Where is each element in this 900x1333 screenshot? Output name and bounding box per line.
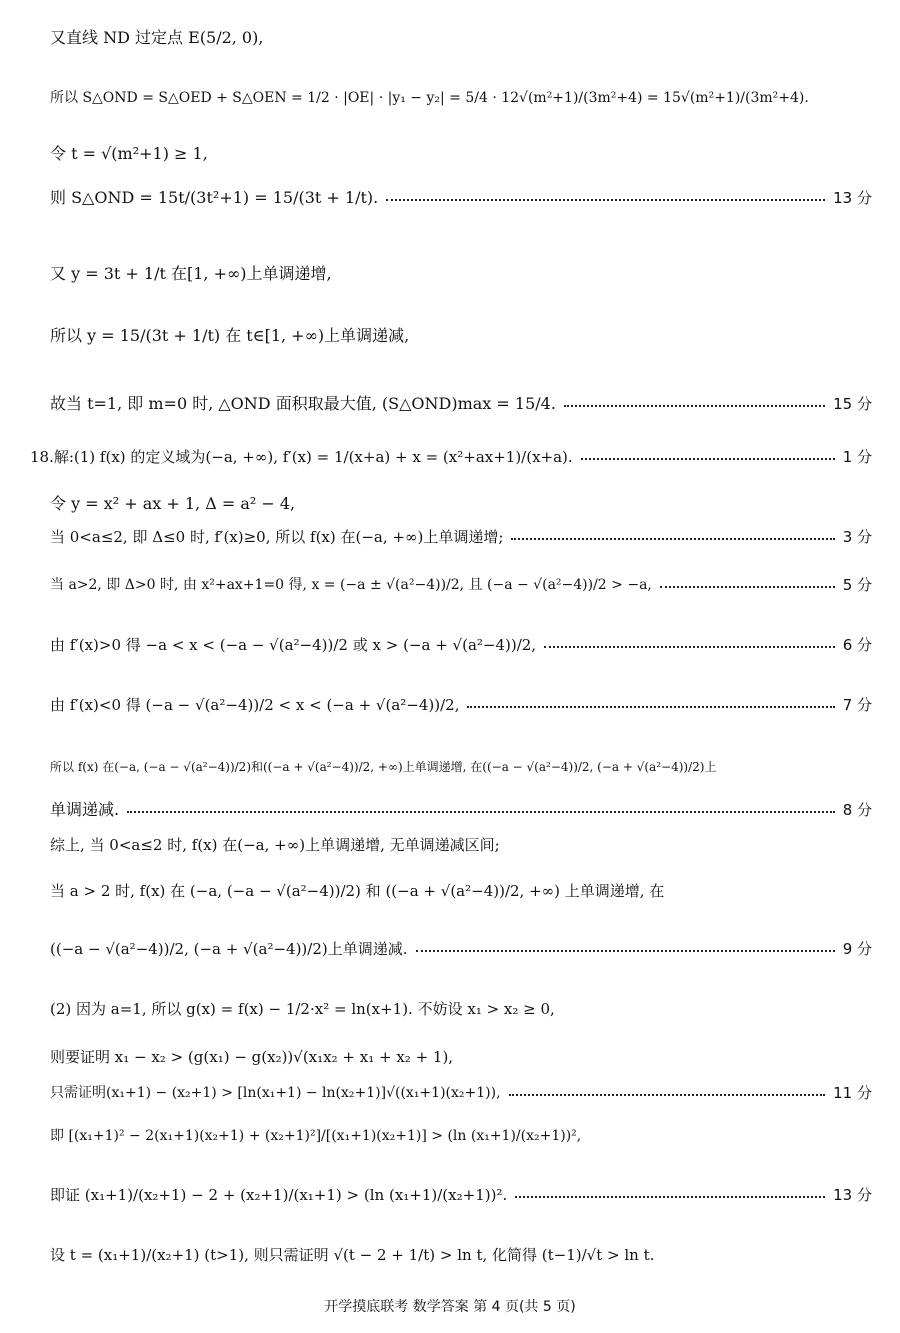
score-mark: 8 分 xyxy=(842,800,872,819)
solution-line xyxy=(50,394,872,413)
line-text: 即证 (x₁+1)/(x₂+1) − 2 + (x₂+1)/(x₁+1) > (ln (x₁+1)/(x₂+1))². xyxy=(50,1186,508,1204)
score-mark: 13 分 xyxy=(833,188,872,207)
dot-leader xyxy=(564,405,825,407)
dot-leader xyxy=(581,458,835,460)
line-text: 则 S△OND = 15t/(3t²+1) = 15/(3t + 1/t). xyxy=(50,188,379,207)
line-text: ((−a − √(a²−4))/2, (−a + √(a²−4))/2)上单调递减. xyxy=(50,940,408,958)
line-text: 故当 t=1, 即 m=0 时, △OND 面积取最大值, (S△OND)max = 15/4. xyxy=(50,394,556,413)
dot-leader xyxy=(515,1196,825,1198)
page-footer: 开学摸底联考 数学答案 第 4 页(共 5 页) xyxy=(324,1299,576,1315)
line-text: 所以 S△OND = S△OED + S△OEN = 1/2 · |OE| · |y₁ − y₂| = 5/4 · 12√(m²+1)/(3m²+4) = 15√(m²+1)/(3m²+4). xyxy=(50,90,809,106)
line-text: 由 f′(x)<0 得 (−a − √(a²−4))/2 < x < (−a + √(a²−4))/2, xyxy=(50,696,460,714)
solution-line xyxy=(50,90,872,107)
dot-leader xyxy=(660,586,835,588)
line-text: 即 [(x₁+1)² − 2(x₁+1)(x₂+1) + (x₂+1)²]/[(x₁+1)(x₂+1)] > (ln (x₁+1)/(x₂+1))², xyxy=(50,1128,582,1144)
dot-leader xyxy=(386,199,825,201)
solution-line xyxy=(50,1048,872,1066)
solution-line xyxy=(50,576,872,594)
solution-line xyxy=(50,144,872,163)
dot-leader xyxy=(467,706,834,708)
solution-line xyxy=(50,528,872,546)
line-text: 又直线 ND 过定点 E(5/2, 0), xyxy=(50,28,264,47)
line-text: 所以 y = 15/(3t + 1/t) 在 t∈[1, +∞)上单调递减, xyxy=(50,326,410,345)
line-text: 令 t = √(m²+1) ≥ 1, xyxy=(50,144,208,163)
solution-line xyxy=(50,836,872,854)
solution-line xyxy=(50,940,872,958)
solution-line xyxy=(50,1084,872,1102)
solution-line xyxy=(50,882,872,900)
solution-line xyxy=(50,28,872,47)
score-mark: 13 分 xyxy=(833,1186,872,1204)
line-text: 只需证明(x₁+1) − (x₂+1) > [ln(x₁+1) − ln(x₂+1)]√((x₁+1)(x₂+1)), xyxy=(50,1084,501,1101)
score-mark: 9 分 xyxy=(842,940,872,958)
solution-line xyxy=(50,636,872,654)
score-mark: 6 分 xyxy=(842,636,872,654)
dot-leader xyxy=(509,1094,826,1096)
line-text: 由 f′(x)>0 得 −a < x < (−a − √(a²−4))/2 或 x > (−a + √(a²−4))/2, xyxy=(50,636,537,654)
line-text: 综上, 当 0<a≤2 时, f(x) 在(−a, +∞)上单调递增, 无单调递减区间; xyxy=(50,836,500,854)
dot-leader xyxy=(416,950,835,952)
line-text: 又 y = 3t + 1/t 在[1, +∞)上单调递增, xyxy=(50,264,332,283)
line-text: (2) 因为 a=1, 所以 g(x) = f(x) − 1/2·x² = ln(x+1). 不妨设 x₁ > x₂ ≥ 0, xyxy=(50,1000,555,1018)
line-text: 当 0<a≤2, 即 Δ≤0 时, f′(x)≥0, 所以 f(x) 在(−a, +∞)上单调递增; xyxy=(50,528,504,546)
line-text: 设 t = (x₁+1)/(x₂+1) (t>1), 则只需证明 √(t − 2 + 1/t) > ln t, 化简得 (t−1)/√t > ln t. xyxy=(50,1246,655,1264)
solution-line xyxy=(50,1186,872,1204)
score-mark: 15 分 xyxy=(833,394,872,413)
solution-line xyxy=(50,696,872,714)
score-mark: 5 分 xyxy=(842,576,872,594)
line-text: 则要证明 x₁ − x₂ > (g(x₁) − g(x₂))√(x₁x₂ + x₁ + x₂ + 1), xyxy=(50,1048,454,1066)
dot-leader xyxy=(127,811,835,813)
line-text: 单调递减. xyxy=(50,800,120,819)
dot-leader xyxy=(544,646,835,648)
solution-line xyxy=(50,494,872,513)
line-text: 当 a > 2 时, f(x) 在 (−a, (−a − √(a²−4))/2) 和 ((−a + √(a²−4))/2, +∞) 上单调递增, 在 xyxy=(50,882,665,900)
solution-line xyxy=(50,1128,872,1145)
solution-line xyxy=(50,1246,872,1264)
score-mark: 1 分 xyxy=(842,448,872,466)
solution-line xyxy=(50,760,872,774)
solution-line xyxy=(50,800,872,819)
line-text: 当 a>2, 即 Δ>0 时, 由 x²+ax+1=0 得, x = (−a ± √(a²−4))/2, 且 (−a − √(a²−4))/2 > −a, xyxy=(50,576,652,593)
score-mark: 3 分 xyxy=(842,528,872,546)
solution-line xyxy=(30,448,872,466)
line-text: 所以 f(x) 在(−a, (−a − √(a²−4))/2)和((−a + √(a²−4))/2, +∞)上单调递增, 在((−a − √(a²−4))/2, (−a + √(a²−4))/2)上 xyxy=(50,760,717,774)
solution-line xyxy=(50,188,872,207)
line-text: 令 y = x² + ax + 1, Δ = a² − 4, xyxy=(50,494,296,513)
dot-leader xyxy=(511,538,834,540)
solution-line xyxy=(50,326,872,345)
solution-line xyxy=(50,1000,872,1018)
score-mark: 7 分 xyxy=(842,696,872,714)
solution-line xyxy=(50,264,872,283)
line-text: 18.解:(1) f(x) 的定义域为(−a, +∞), f′(x) = 1/(x+a) + x = (x²+ax+1)/(x+a). xyxy=(30,448,573,466)
score-mark: 11 分 xyxy=(833,1084,872,1102)
